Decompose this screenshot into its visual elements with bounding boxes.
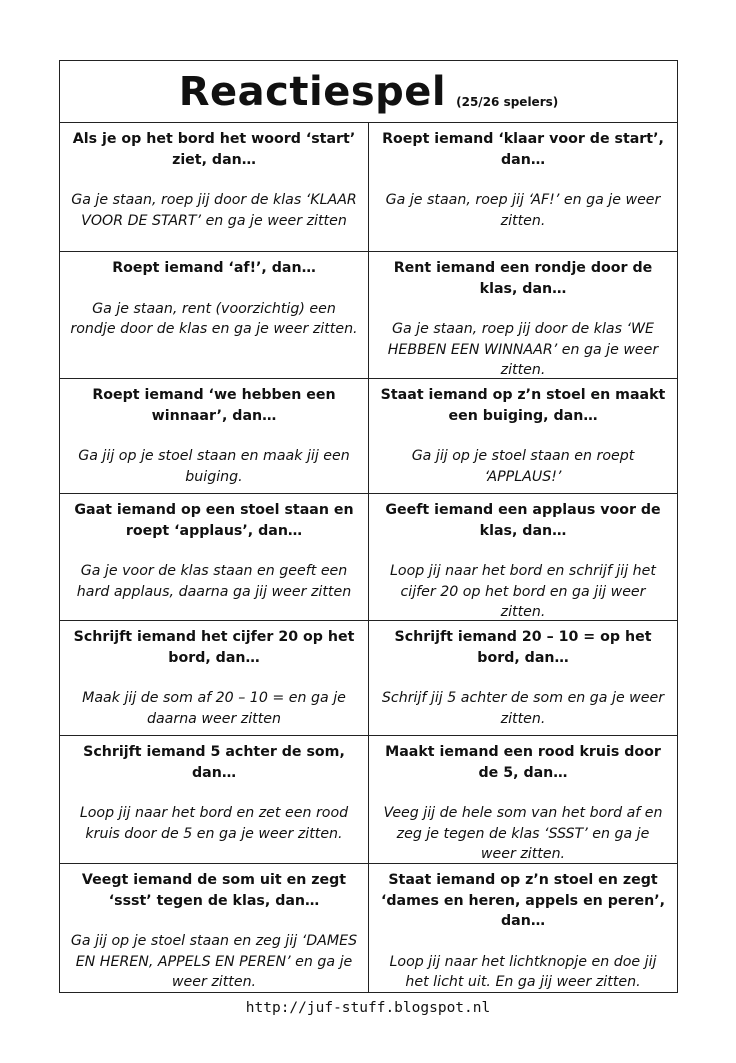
card-answer: Ga je staan, roep jij door de klas ‘KLAAR VOOR DE START’ en ga je weer zitten bbox=[71, 192, 357, 229]
footer-url: http://juf-stuff.blogspot.nl bbox=[245, 1000, 491, 1016]
card-question: Veegt iemand de som uit en zegt ‘ssst’ tegen de klas, dan… bbox=[81, 872, 347, 909]
card-answer: Maak jij de som af 20 – 10 = en ga je daarna weer zitten bbox=[82, 690, 346, 727]
card-cell bbox=[60, 736, 369, 864]
card-answer: Ga je staan, roep jij ‘AF!’ en ga je weer zitten. bbox=[385, 192, 661, 229]
game-card-sheet bbox=[59, 60, 678, 993]
card-cell bbox=[60, 621, 369, 736]
card-answer: Ga jij op je stoel staan en maak jij een buiging. bbox=[78, 448, 350, 485]
card-answer: Loop jij naar het lichtknopje en doe jij het licht uit. En ga jij weer zitten. bbox=[389, 953, 657, 990]
card-cell bbox=[60, 864, 369, 992]
card-answer: Veeg jij de hele som van het bord af en zeg je tegen de klas ‘SSST’ en ga je weer zitten. bbox=[383, 805, 663, 862]
card-cell bbox=[60, 379, 369, 494]
card-cell bbox=[369, 123, 677, 252]
card-question: Staat iemand op z’n stoel en maakt een buiging, dan… bbox=[380, 387, 666, 424]
card-question: Roept iemand ‘klaar voor de start’, dan… bbox=[382, 131, 664, 168]
card-answer: Ga je staan, rent (voorzichtig) een rondje door de klas en ga je weer zitten. bbox=[70, 300, 358, 337]
player-count: (25/26 spelers) bbox=[456, 94, 559, 109]
card-answer: Ga jij op je stoel staan en roept ‘APPLAUS!’ bbox=[411, 448, 635, 485]
card-question: Als je op het bord het woord ‘start’ ziet, dan… bbox=[72, 131, 356, 168]
card-cell bbox=[369, 736, 677, 864]
card-cell bbox=[369, 379, 677, 494]
card-answer: Ga je voor de klas staan en geeft een hard applaus, daarna ga jij weer zitten bbox=[76, 563, 352, 600]
page-title: Reactiespel bbox=[178, 68, 447, 115]
card-answer: Schrijf jij 5 achter de som en ga je weer zitten. bbox=[381, 690, 665, 727]
card-question: Rent iemand een rondje door de klas, dan… bbox=[393, 260, 653, 297]
card-question: Schrijft iemand 20 – 10 = op het bord, dan… bbox=[394, 629, 652, 666]
card-cell bbox=[60, 494, 369, 621]
card-question: Maakt iemand een rood kruis door de 5, dan… bbox=[385, 744, 661, 781]
card-grid bbox=[60, 123, 677, 992]
title-row bbox=[60, 61, 677, 123]
card-question: Gaat iemand op een stoel staan en roept ‘applaus’, dan… bbox=[74, 502, 354, 539]
card-answer: Ga je staan, roep jij door de klas ‘WE HEBBEN EEN WINNAAR’ en ga je weer zitten. bbox=[387, 321, 659, 378]
card-question: Schrijft iemand het cijfer 20 op het bord, dan… bbox=[73, 629, 355, 666]
card-cell bbox=[369, 621, 677, 736]
card-answer: Ga jij op je stoel staan en zeg jij ‘DAMES EN HEREN, APPELS EN PEREN’ en ga je weer zitten. bbox=[70, 933, 358, 990]
card-question: Roept iemand ‘af!’, dan… bbox=[112, 260, 316, 276]
card-cell bbox=[60, 252, 369, 379]
card-answer: Loop jij naar het bord en schrijf jij het cijfer 20 op het bord en ga jij weer zitten. bbox=[390, 563, 656, 620]
card-question: Schrijft iemand 5 achter de som, dan… bbox=[83, 744, 345, 781]
card-cell bbox=[369, 864, 677, 992]
card-answer: Loop jij naar het bord en zet een rood kruis door de 5 en ga je weer zitten. bbox=[79, 805, 349, 842]
card-question: Roept iemand ‘we hebben een winnaar’, dan… bbox=[92, 387, 336, 424]
card-cell bbox=[369, 252, 677, 379]
card-question: Geeft iemand een applaus voor de klas, dan… bbox=[385, 502, 661, 539]
card-cell bbox=[369, 494, 677, 621]
card-cell bbox=[60, 123, 369, 252]
card-question: Staat iemand op z’n stoel en zegt ‘dames en heren, appels en peren’, dan… bbox=[380, 872, 666, 929]
